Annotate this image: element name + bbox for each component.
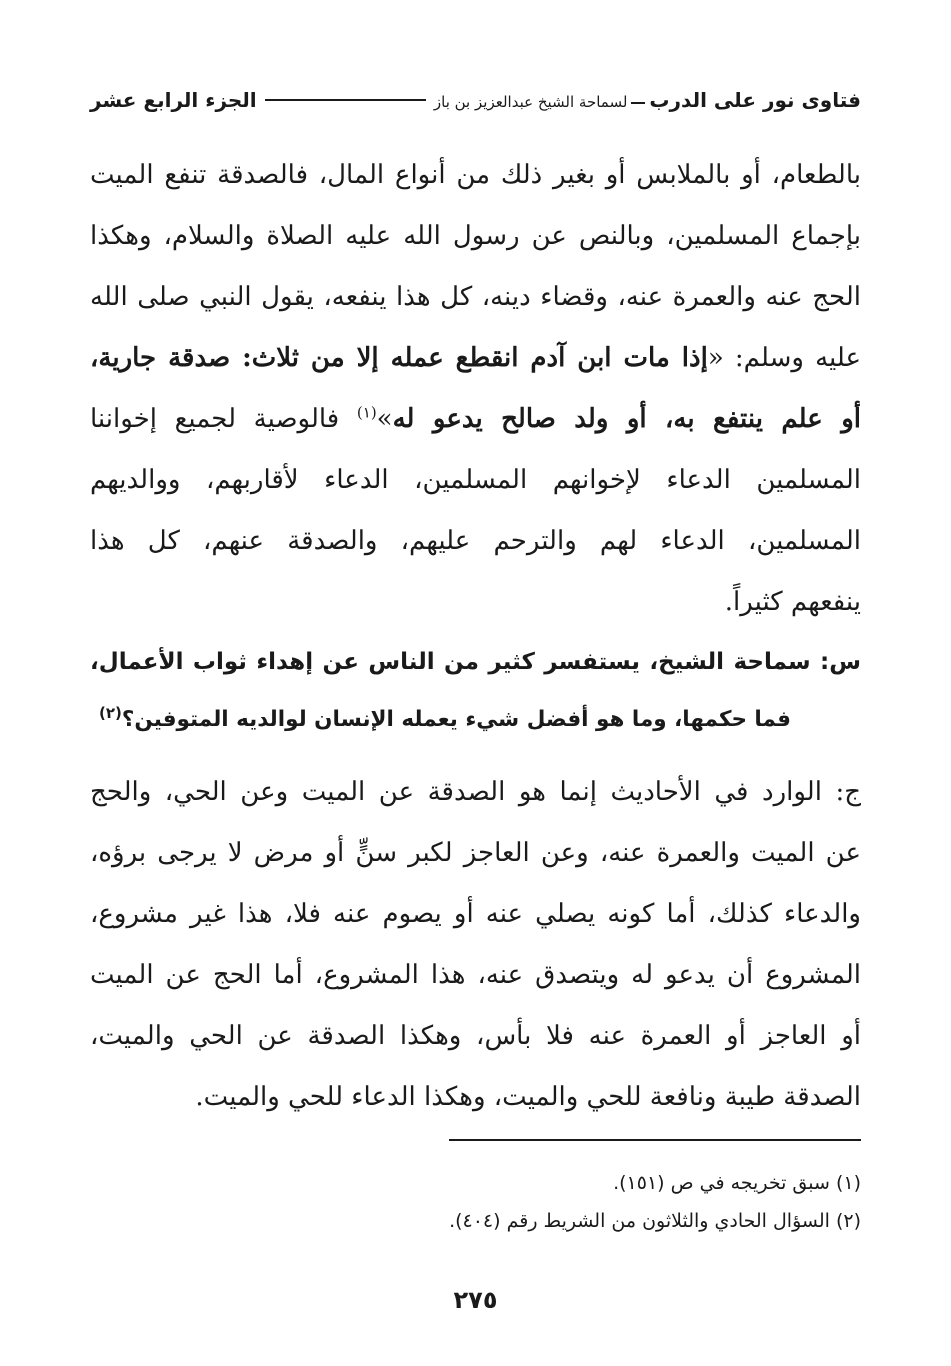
header-book-title: فتاوى نور على الدرب — [649, 88, 861, 112]
answer-line: ج: الوارد في الأحاديث إنما هو الصدقة عن الميت وعن الحي، والحج — [90, 777, 861, 807]
hadith-text-2: أو علم ينتفع به، أو ولد صالح يدعو له — [392, 404, 862, 434]
hadith-intro: عليه وسلم: « — [707, 343, 861, 373]
text-line: بالطعام، أو بالملابس أو بغير ذلك من أنواع المال، فالصدقة تنفع الميت — [90, 160, 861, 190]
hadith-line-2 — [90, 389, 861, 450]
answer-line: الصدقة طيبة ونافعة للحي والميت، وهكذا الدعاء للحي والميت. — [195, 1082, 861, 1112]
hadith-line-1 — [90, 328, 861, 389]
footnote-ref-2: (٢) — [99, 703, 122, 722]
hadith-continuation: فالوصية لجميع إخواننا — [90, 404, 340, 434]
paragraph-1 — [90, 145, 861, 633]
text-line: الحج عنه والعمرة عنه، وقضاء دينه، كل هذا ينفعه، يقول النبي صلى الله — [90, 282, 861, 312]
hadith-text-1: إذا مات ابن آدم انقطع عمله إلا من ثلاث: صدقة جارية، — [90, 343, 708, 373]
header-volume: الجزء الرابع عشر — [90, 88, 257, 112]
answer-line: المشروع أن يدعو له ويتصدق عنه، هذا المشروع، أما الحج عن الميت — [90, 960, 861, 990]
footnotes — [90, 1164, 861, 1240]
question-block — [90, 634, 861, 748]
text-line: المسلمين، الدعاء لهم والترحم عليهم، والصدقة عنهم، كل هذا — [90, 526, 861, 556]
hadith-close-quote: » — [376, 404, 393, 434]
footnote-2: (٢) السؤال الحادي والثلاثون من الشريط رقم (٤٠٤). — [449, 1210, 861, 1232]
text-line: ينفعهم كثيراً. — [724, 587, 861, 617]
answer-block — [90, 762, 861, 1128]
question-line-2 — [90, 691, 861, 748]
question-text-2: فما حكمها، وما هو أفضل شيء يعمله الإنسان لوالديه المتوفين؟ — [121, 707, 791, 732]
running-header — [90, 80, 861, 120]
footnote-1: (١) سبق تخريجه في ص (١٥١). — [613, 1172, 861, 1194]
footnote-divider — [449, 1139, 861, 1141]
header-rule — [265, 99, 426, 101]
header-book-and-author — [434, 88, 861, 112]
header-author: لسماحة الشيخ عبدالعزيز بن باز — [433, 93, 628, 111]
page-number: ٢٧٥ — [453, 1286, 498, 1314]
question-line-1: س: سماحة الشيخ، يستفسر كثير من الناس عن إهداء ثواب الأعمال، — [90, 649, 861, 675]
answer-line: عن الميت والعمرة عنه، وعن العاجز لكبر سنٍّ أو مرض لا يرجى برؤه، — [90, 838, 861, 868]
header-dash — [631, 102, 645, 104]
answer-line: أو العاجز أو العمرة عنه فلا بأس، وهكذا الصدقة عن الحي والميت، — [90, 1021, 861, 1051]
answer-line: والدعاء كذلك، أما كونه يصلي عنه أو يصوم عنه فلا، هذا غير مشروع، — [90, 899, 861, 929]
text-line: المسلمين الدعاء لإخوانهم المسلمين، الدعاء لأقاربهم، ووالديهم — [90, 465, 861, 495]
text-line: بإجماع المسلمين، وبالنص عن رسول الله عليه الصلاة والسلام، وهكذا — [90, 221, 861, 251]
footnote-ref-1: (١) — [356, 403, 377, 422]
